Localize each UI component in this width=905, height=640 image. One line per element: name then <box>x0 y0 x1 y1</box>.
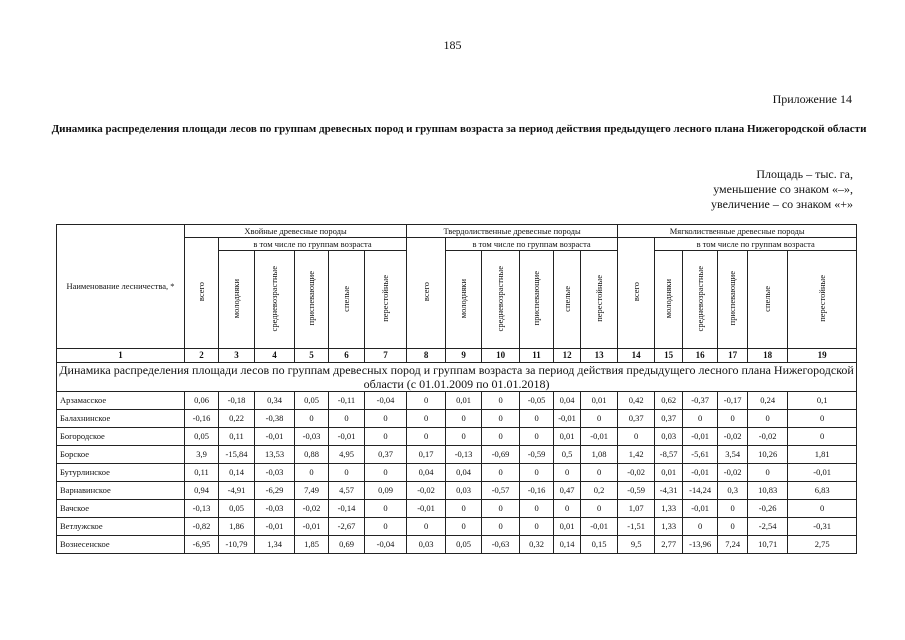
units-line: Площадь – тыс. га, <box>756 167 853 181</box>
table-cell: 10,26 <box>748 446 788 464</box>
table-cell: 7,49 <box>295 482 329 500</box>
table-cell: 0 <box>329 464 365 482</box>
column-number: 13 <box>581 349 618 363</box>
table-cell: 0 <box>683 410 718 428</box>
table-cell: 0 <box>365 518 407 536</box>
header-age-label: приспевающие <box>306 271 316 326</box>
header-age-label: перестойные <box>593 275 604 322</box>
header-total <box>618 238 655 349</box>
table-row <box>57 482 857 500</box>
table-cell: 0 <box>520 428 554 446</box>
table-cell: -0,01 <box>295 518 329 536</box>
table-cell: 0,2 <box>581 482 618 500</box>
column-number: 9 <box>446 349 482 363</box>
header-age <box>581 251 618 349</box>
table-cell: 0 <box>482 518 520 536</box>
table-cell: 0 <box>482 428 520 446</box>
table-cell: 0,01 <box>554 428 581 446</box>
table-cell: -4,91 <box>219 482 255 500</box>
table-cell: -15,84 <box>219 446 255 464</box>
table-cell: 0,01 <box>581 392 618 410</box>
header-total-label: всего <box>420 282 431 302</box>
header-age-label: средневозрастные <box>694 265 705 332</box>
table-cell: 0,32 <box>520 536 554 554</box>
header-age <box>295 251 329 349</box>
table-cell: -0,69 <box>482 446 520 464</box>
table-cell: -0,02 <box>618 464 655 482</box>
table-cell: 0,04 <box>407 464 446 482</box>
table-row <box>57 536 857 554</box>
forestry-name: Ветлужское <box>57 518 185 536</box>
forestry-name: Богородское <box>57 428 185 446</box>
column-number: 4 <box>255 349 295 363</box>
column-number: 1 <box>57 349 185 363</box>
column-number: 15 <box>655 349 683 363</box>
table-cell: 0 <box>482 464 520 482</box>
table-cell: 0,47 <box>554 482 581 500</box>
table-cell: 0 <box>748 464 788 482</box>
table-cell: 1,34 <box>255 536 295 554</box>
column-number: 7 <box>365 349 407 363</box>
table-cell: 0 <box>482 500 520 518</box>
table-row <box>57 410 857 428</box>
table-cell: 0 <box>446 410 482 428</box>
table-cell: 1,33 <box>655 500 683 518</box>
table-cell: 1,86 <box>219 518 255 536</box>
table-cell: -14,24 <box>683 482 718 500</box>
table-cell: -0,14 <box>329 500 365 518</box>
header-age <box>329 251 365 349</box>
table-cell: 0,22 <box>219 410 255 428</box>
table-cell: -0,13 <box>446 446 482 464</box>
header-age-label: средневозрастные <box>269 265 279 332</box>
header-age <box>446 251 482 349</box>
column-number: 10 <box>482 349 520 363</box>
header-subgroup: в том числе по группам возраста <box>219 238 407 251</box>
column-number: 8 <box>407 349 446 363</box>
table-cell: 0 <box>329 410 365 428</box>
table-cell: -0,11 <box>329 392 365 410</box>
table-cell: 10,71 <box>748 536 788 554</box>
forestry-name: Балахнинское <box>57 410 185 428</box>
table-cell: -0,37 <box>683 392 718 410</box>
header-age-label: спелые <box>561 285 572 312</box>
table-cell: 1,33 <box>655 518 683 536</box>
units-line: увеличение – со знаком «+» <box>710 197 853 211</box>
header-age-label: средневозрастные <box>495 265 506 332</box>
units-line: уменьшение со знаком «–», <box>713 182 853 196</box>
table-cell: -0,02 <box>748 428 788 446</box>
table-cell: 0 <box>581 500 618 518</box>
table-row <box>57 392 857 410</box>
units-note <box>711 167 853 212</box>
table-cell: 0,14 <box>554 536 581 554</box>
header-name: Наименование лесничества, * <box>57 225 185 349</box>
table-cell: -0,26 <box>748 500 788 518</box>
table-cell: 0,94 <box>185 482 219 500</box>
header-age-label: спелые <box>341 285 351 312</box>
forestry-name: Арзамасское <box>57 392 185 410</box>
table-cell: -6,95 <box>185 536 219 554</box>
header-group: Хвойные древесные породы <box>185 225 407 238</box>
table-cell: -0,01 <box>683 428 718 446</box>
header-total <box>407 238 446 349</box>
table-cell: -13,96 <box>683 536 718 554</box>
table-cell: -0,01 <box>683 500 718 518</box>
table-cell: -0,13 <box>185 500 219 518</box>
table-cell: -0,59 <box>520 446 554 464</box>
table-row <box>57 428 857 446</box>
table-cell: 0,11 <box>185 464 219 482</box>
header-age-label: молодняки <box>663 278 674 319</box>
table-cell: 0 <box>407 518 446 536</box>
table-cell: -2,67 <box>329 518 365 536</box>
table-cell: -0,02 <box>295 500 329 518</box>
table-row <box>57 464 857 482</box>
forestry-name: Бутурлинское <box>57 464 185 482</box>
table-cell: -0,59 <box>618 482 655 500</box>
column-number: 12 <box>554 349 581 363</box>
table-cell: 0,05 <box>446 536 482 554</box>
table-cell: 0,1 <box>788 392 857 410</box>
table-cell: 0,62 <box>655 392 683 410</box>
table-cell: 0,04 <box>554 392 581 410</box>
column-number-row <box>57 349 857 363</box>
table-cell: -0,04 <box>365 392 407 410</box>
table-cell: 0,01 <box>655 464 683 482</box>
table-cell: 0 <box>554 464 581 482</box>
table-cell: 0 <box>718 518 748 536</box>
header-age-label: молодняки <box>458 278 469 319</box>
header-age <box>219 251 255 349</box>
forestry-name: Вачское <box>57 500 185 518</box>
forest-dynamics-table <box>56 224 857 554</box>
table-cell: 0,11 <box>219 428 255 446</box>
table-cell: 0,88 <box>295 446 329 464</box>
table-cell: 3,54 <box>718 446 748 464</box>
table-cell: 0,01 <box>554 518 581 536</box>
table-cell: 0 <box>365 428 407 446</box>
table-cell: 1,81 <box>788 446 857 464</box>
table-cell: -0,01 <box>788 464 857 482</box>
table-cell: 0,24 <box>748 392 788 410</box>
table-cell: 0 <box>788 500 857 518</box>
table-cell: 0,09 <box>365 482 407 500</box>
table-cell: 0,05 <box>185 428 219 446</box>
table-cell: -0,02 <box>718 428 748 446</box>
table-cell: 1,07 <box>618 500 655 518</box>
section-title-row <box>57 363 857 392</box>
column-number: 2 <box>185 349 219 363</box>
header-age-label: приспевающие <box>727 271 738 326</box>
table-cell: 0,37 <box>655 410 683 428</box>
table-cell: -0,04 <box>365 536 407 554</box>
table-cell: 7,24 <box>718 536 748 554</box>
table-cell: 0 <box>407 410 446 428</box>
table-cell: 0 <box>581 464 618 482</box>
table-cell: 0,03 <box>446 482 482 500</box>
table-row <box>57 446 857 464</box>
table-cell: 2,75 <box>788 536 857 554</box>
table-cell: 4,57 <box>329 482 365 500</box>
table-cell: 1,85 <box>295 536 329 554</box>
header-age <box>748 251 788 349</box>
table-cell: -0,02 <box>718 464 748 482</box>
header-age <box>655 251 683 349</box>
header-group: Твердолиственные древесные породы <box>407 225 618 238</box>
table-cell: 0,37 <box>365 446 407 464</box>
header-age <box>788 251 857 349</box>
page-number: 185 <box>443 38 462 52</box>
table-cell: 1,42 <box>618 446 655 464</box>
header-age <box>365 251 407 349</box>
column-number: 3 <box>219 349 255 363</box>
table-cell: 0 <box>718 410 748 428</box>
table-cell: 0,5 <box>554 446 581 464</box>
header-age <box>482 251 520 349</box>
table-cell: 0,04 <box>446 464 482 482</box>
table-cell: 0 <box>446 500 482 518</box>
table-row <box>57 518 857 536</box>
table-cell: 0,03 <box>407 536 446 554</box>
column-number: 18 <box>748 349 788 363</box>
column-number: 16 <box>683 349 718 363</box>
table-cell: 9,5 <box>618 536 655 554</box>
table-cell: -8,57 <box>655 446 683 464</box>
table-cell: 0 <box>748 410 788 428</box>
column-number: 17 <box>718 349 748 363</box>
table-cell: 0 <box>581 410 618 428</box>
table-cell: 6,83 <box>788 482 857 500</box>
header-total-label: всего <box>630 282 641 302</box>
table-cell: 0 <box>295 464 329 482</box>
table-cell: -0,02 <box>407 482 446 500</box>
table-cell: -0,01 <box>329 428 365 446</box>
table-cell: 0 <box>482 392 520 410</box>
column-number: 19 <box>788 349 857 363</box>
table-cell: 0,05 <box>295 392 329 410</box>
table-cell: -0,18 <box>219 392 255 410</box>
table-cell: 0,34 <box>255 392 295 410</box>
table-cell: -0,01 <box>581 428 618 446</box>
table-cell: 3,9 <box>185 446 219 464</box>
header-group: Мягколиственные древесные породы <box>618 225 857 238</box>
table-cell: 0,05 <box>219 500 255 518</box>
table-cell: -0,57 <box>482 482 520 500</box>
table-cell: 0 <box>520 500 554 518</box>
header-age <box>520 251 554 349</box>
table-cell: 1,08 <box>581 446 618 464</box>
forestry-name: Вознесенское <box>57 536 185 554</box>
forestry-name: Борское <box>57 446 185 464</box>
table-cell: 0 <box>407 428 446 446</box>
table-cell: -0,38 <box>255 410 295 428</box>
header-age <box>683 251 718 349</box>
table-cell: -1,51 <box>618 518 655 536</box>
header-age-label: спелые <box>762 285 773 312</box>
header-row-groups <box>57 225 857 238</box>
header-age-label: молодняки <box>231 278 241 319</box>
table-cell: -10,79 <box>219 536 255 554</box>
table-cell: 0,69 <box>329 536 365 554</box>
table-cell: -0,01 <box>255 518 295 536</box>
table-cell: -0,01 <box>581 518 618 536</box>
table-cell: -0,01 <box>554 410 581 428</box>
column-number: 5 <box>295 349 329 363</box>
table-cell: 0 <box>365 500 407 518</box>
table-cell: 4,95 <box>329 446 365 464</box>
table-cell: 0,14 <box>219 464 255 482</box>
table-cell: 0 <box>788 410 857 428</box>
table-cell: -0,16 <box>185 410 219 428</box>
table-cell: 0 <box>365 410 407 428</box>
table-cell: 0 <box>788 428 857 446</box>
table-cell: 0 <box>718 500 748 518</box>
table-cell: 0 <box>482 410 520 428</box>
table-cell: -4,31 <box>655 482 683 500</box>
header-age-label: перестойные <box>816 275 827 322</box>
table-cell: 0 <box>554 500 581 518</box>
table-cell: -0,82 <box>185 518 219 536</box>
header-age-label: приспевающие <box>531 271 542 326</box>
table-cell: 0 <box>446 428 482 446</box>
table-cell: 0 <box>407 392 446 410</box>
table-cell: 0,01 <box>446 392 482 410</box>
table-row <box>57 500 857 518</box>
column-number: 11 <box>520 349 554 363</box>
table-cell: 0,15 <box>581 536 618 554</box>
table-cell: -0,05 <box>520 392 554 410</box>
header-total <box>185 238 219 349</box>
table-cell: 0 <box>520 518 554 536</box>
table-cell: 0,17 <box>407 446 446 464</box>
header-subgroup: в том числе по группам возраста <box>446 238 618 251</box>
column-number: 6 <box>329 349 365 363</box>
header-total-label: всего <box>196 282 206 302</box>
header-age-label: перестойные <box>380 275 391 322</box>
table-cell: -5,61 <box>683 446 718 464</box>
header-age <box>554 251 581 349</box>
table-cell: -0,01 <box>683 464 718 482</box>
table-cell: 0 <box>446 518 482 536</box>
table-cell: 2,77 <box>655 536 683 554</box>
table-cell: -0,16 <box>520 482 554 500</box>
table-cell: 0 <box>520 464 554 482</box>
column-number: 14 <box>618 349 655 363</box>
table-cell: -0,03 <box>295 428 329 446</box>
table-cell: -0,03 <box>255 464 295 482</box>
table-cell: -6,29 <box>255 482 295 500</box>
section-title: Динамика распределения площади лесов по группам древесных пород и группам возраста за период действия предыдущего лесного плана Нижегородской области (с 01.01.2009 по 01.01.2018) <box>57 363 857 392</box>
appendix-label: Приложение 14 <box>772 92 852 106</box>
table-cell: 0 <box>295 410 329 428</box>
table-cell: 10,83 <box>748 482 788 500</box>
header-age <box>718 251 748 349</box>
table-cell: 0,42 <box>618 392 655 410</box>
table-cell: 0,3 <box>718 482 748 500</box>
table-cell: -0,01 <box>407 500 446 518</box>
table-cell: 0 <box>520 410 554 428</box>
table-cell: 0,03 <box>655 428 683 446</box>
table-cell: -0,03 <box>255 500 295 518</box>
table-cell: 0,37 <box>618 410 655 428</box>
header-age <box>255 251 295 349</box>
table-cell: -0,63 <box>482 536 520 554</box>
table-cell: -2,54 <box>748 518 788 536</box>
table-cell: -0,31 <box>788 518 857 536</box>
forestry-name: Варнавинское <box>57 482 185 500</box>
table-cell: 0 <box>618 428 655 446</box>
table-cell: 0 <box>683 518 718 536</box>
table-cell: -0,17 <box>718 392 748 410</box>
table-cell: 13,53 <box>255 446 295 464</box>
table-cell: 0 <box>365 464 407 482</box>
table-cell: 0,06 <box>185 392 219 410</box>
header-subgroup: в том числе по группам возраста <box>655 238 857 251</box>
document-title: Динамика распределения площади лесов по группам древесных пород и группам возраста за период действия предыдущего лесного плана Нижегородской области <box>51 123 867 135</box>
table-cell: -0,01 <box>255 428 295 446</box>
